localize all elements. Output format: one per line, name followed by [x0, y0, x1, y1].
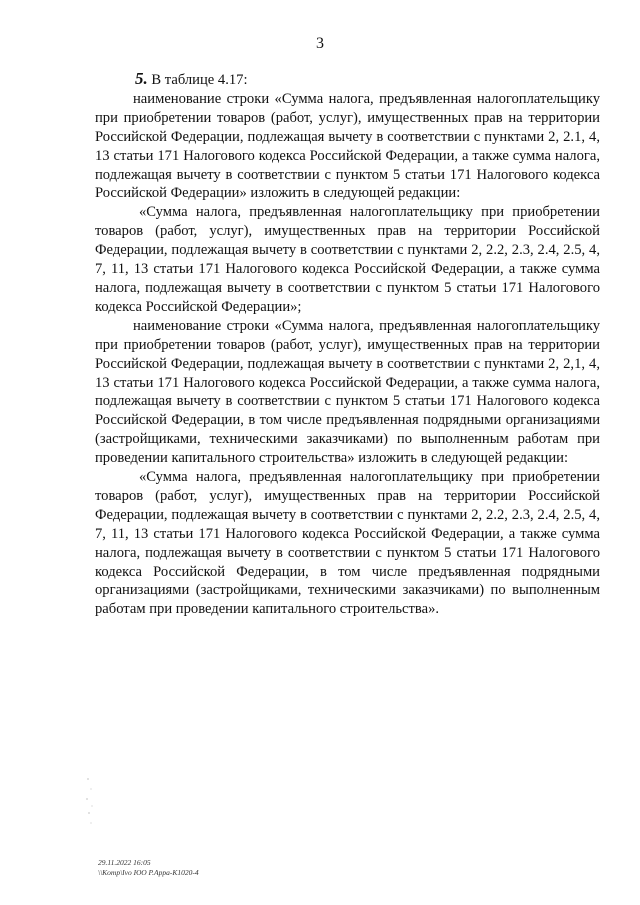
print-timestamp: 29.11.2022 16:05 — [98, 858, 151, 867]
print-stamp — [98, 858, 199, 878]
page-number: 3 — [316, 35, 324, 52]
item-number: 5. — [135, 69, 148, 88]
scan-specks — [82, 775, 102, 835]
paragraph-new-line-name-2: «Сумма налога, предъявленная налогоплательщику при приобретении товаров (работ, услуг), имущественных прав на территории Российской Федерации, подлежащая вычету в соответствии с пунктами 2, 2.2, 2.3, 2.4, 2.5, 4, 7, 11, 13 статьи 171 Налогового кодекса Российской Федерации, а также сумма налога, подлежащая вычету в соответствии с пунктом 5 статьи 171 Налогового кодекса Российской Федерации, в том числе предъявленная подрядными организациями (застройщиками, техническими заказчиками) по выполненным работам при проведении капитального строительства». — [95, 469, 600, 618]
document-body — [95, 70, 600, 619]
file-reference: \\Komp\Ivo ЮО P.Appa-K1020-4 — [98, 868, 199, 877]
item-heading — [95, 70, 600, 90]
item-intro: В таблице 4.17: — [147, 72, 248, 88]
paragraph-old-line-name-1: наименование строки «Сумма налога, предъявленная налогоплательщику при приобретении товаров (работ, услуг), имущественных прав на территории Российской Федерации, подлежащая вычету в соответствии с пунктами 2, 2.1, 4, 13 статьи 171 Налогового кодекса Российской Федерации, а также сумма налога, подлежащая вычету в соответствии с пунктом 5 статьи 171 Налогового кодекса Российской Федерации» изложить в следующей редакции: — [95, 90, 600, 202]
paragraph-old-line-name-2: наименование строки «Сумма налога, предъявленная налогоплательщику при приобретении товаров (работ, услуг), имущественных прав на территории Российской Федерации, подлежащая вычету в соответствии с пунктами 2, 2,1, 4, 13 статьи 171 Налогового кодекса Российской Федерации, а также сумма налога, подлежащая вычету в соответствии с пунктом 5 статьи 171 Налогового кодекса Российской Федерации, в том числе предъявленная подрядными организациями (застройщиками, техническими заказчиками) по выполненным работам при проведении капитального строительства» изложить в следующей редакции: — [95, 317, 600, 467]
paragraph-new-line-name-1: «Сумма налога, предъявленная налогоплательщику при приобретении товаров (работ, услуг), имущественных прав на территории Российской Федерации, подлежащая вычету в соответствии с пунктами 2, 2.2, 2.3, 2.4, 2.5, 4, 7, 11, 13 статьи 171 Налогового кодекса Российской Федерации, а также сумма налога, подлежащая вычету в соответствии с пунктом 5 статьи 171 Налогового кодекса Российской Федерации»; — [95, 204, 600, 315]
